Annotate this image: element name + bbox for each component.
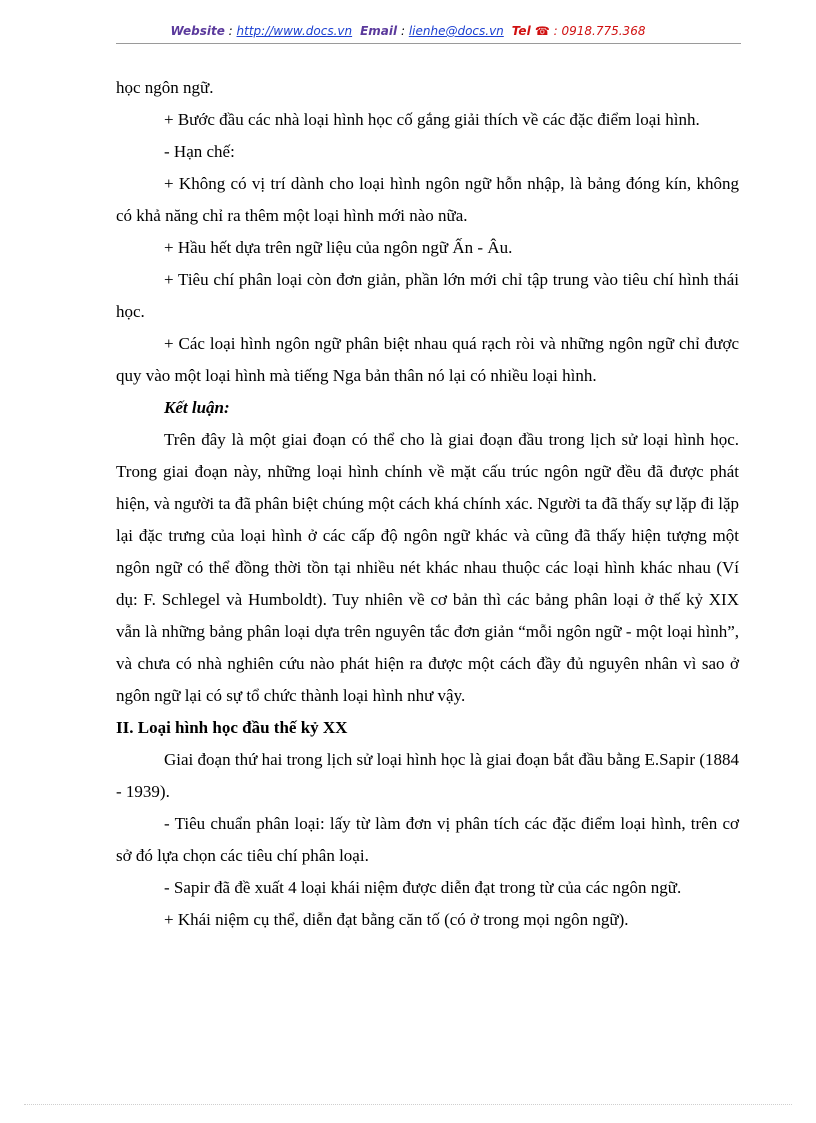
website-separator: : xyxy=(224,24,237,38)
conclusion-heading: Kết luận: xyxy=(164,398,230,417)
email-label: Email xyxy=(360,24,398,38)
website-link[interactable]: http://www.docs.vn xyxy=(236,24,353,38)
paragraph: Trên đây là một giai đoạn có thể cho là giai đoạn đầu trong lịch sử loại hình học. Trong giai đoạn này, những loại hình chính về mặt cấu trúc ngôn ngữ đều đã được phát hiện, và người ta đã phân biệt chúng một cách khá chính xác. Người ta đã thấy sự lặp đi lặp lại đặc trưng của loại hình ở các cấp độ ngôn ngữ khác và cũng đã thấy hiện tượng một ngôn ngữ có thể đồng thời tồn tại nhiều nét khác nhau thuộc các loại hình khác nhau (Ví dụ: F. Schlegel và Humboldt). Tuy nhiên về cơ bản thì các bảng phân loại ở thế kỷ XIX vẫn là những bảng phân loại dựa trên nguyên tắc đơn giản “mỗi ngôn ngữ - một loại hình”, và chưa có nhà nghiên cứu nào phát hiện ra được một cách đầy đủ nguyên nhân vì sao ở ngôn ngữ lại có sự tổ chức thành loại hình như vậy. xyxy=(116,430,739,705)
paragraph: - Sapir đã đề xuất 4 loại khái niệm được diễn đạt trong từ của các ngôn ngữ. xyxy=(164,878,682,897)
paragraph: + Các loại hình ngôn ngữ phân biệt nhau quá rạch ròi và những ngôn ngữ chỉ được quy vào một loại hình mà tiếng Nga bản thân nó lại có nhiều loại hình. xyxy=(116,334,739,385)
header-divider xyxy=(116,43,741,44)
website-label: Website xyxy=(170,24,225,38)
page-header xyxy=(0,24,816,38)
paragraph: + Tiêu chí phân loại còn đơn giản, phần lớn mới chỉ tập trung vào tiêu chí hình thái học. xyxy=(116,270,739,321)
paragraph: + Bước đầu các nhà loại hình học cố gắng giải thích về các đặc điểm loại hình. xyxy=(164,110,700,129)
paragraph: + Không có vị trí dành cho loại hình ngôn ngữ hỗn nhập, là bảng đóng kín, không có khả năng chỉ ra thêm một loại hình mới nào nữa. xyxy=(116,174,739,225)
paragraph: + Hầu hết dựa trên ngữ liệu của ngôn ngữ Ấn - Âu. xyxy=(164,238,513,257)
footer-divider xyxy=(24,1104,792,1105)
paragraph: học ngôn ngữ. xyxy=(116,78,214,97)
document-body xyxy=(116,72,739,936)
section-heading: II. Loại hình học đầu thế kỷ XX xyxy=(116,718,348,737)
paragraph: Giai đoạn thứ hai trong lịch sử loại hình học là giai đoạn bắt đầu bằng E.Sapir (1884 - 1939). xyxy=(116,750,739,801)
tel-value: : 0918.775.368 xyxy=(549,24,646,38)
paragraph: - Tiêu chuẩn phân loại: lấy từ làm đơn vị phân tích các đặc điểm loại hình, trên cơ sở đó lựa chọn các tiêu chí phân loại. xyxy=(116,814,739,865)
paragraph: - Hạn chế: xyxy=(164,142,235,161)
paragraph: + Khái niệm cụ thể, diễn đạt bằng căn tố (có ở trong mọi ngôn ngữ). xyxy=(164,910,629,929)
email-separator: : xyxy=(397,24,409,38)
tel-label: Tel ☎ xyxy=(511,24,550,38)
email-link[interactable]: lienhe@docs.vn xyxy=(408,24,504,38)
